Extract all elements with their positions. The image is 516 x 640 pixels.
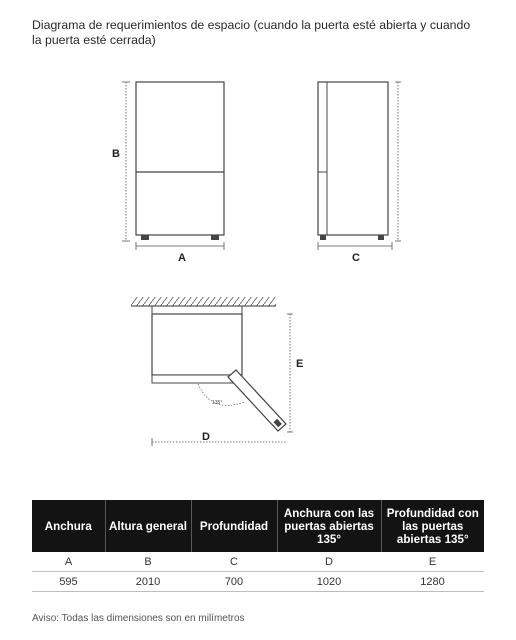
header-depth-open: Profundidad con las puertas abiertas 135° (381, 500, 484, 552)
fridge-front-view (122, 82, 224, 250)
table-cell: B (105, 552, 191, 572)
label-height: B (112, 148, 120, 160)
header-width-open: Anchura con las puertas abiertas 135° (277, 500, 381, 552)
table-header-row (32, 500, 484, 552)
table-cell: 700 (191, 572, 277, 592)
table-cell: 2010 (105, 572, 191, 592)
table-cell: D (277, 552, 381, 572)
label-width: A (178, 252, 186, 264)
dimensions-note: Aviso: Todas las dimensiones son en milímetros (32, 613, 245, 624)
label-depth: C (352, 252, 360, 264)
page-title: Diagrama de requerimientos de espacio (cuando la puerta esté abierta y cuando la puerta esté cerrada) (32, 18, 471, 47)
label-angle: 135° (212, 400, 223, 406)
table-cell: 595 (32, 572, 105, 592)
header-height: Altura general (105, 500, 191, 552)
table-cell: 1020 (277, 572, 381, 592)
table-row (32, 572, 484, 592)
dimensions-table (32, 500, 484, 592)
table-cell: A (32, 552, 105, 572)
table-cell: 1280 (381, 572, 484, 592)
table-row (32, 552, 484, 572)
label-depth-open: D (202, 431, 210, 443)
fridge-side-view (318, 82, 401, 250)
table-cell: E (381, 552, 484, 572)
fridge-top-view (131, 297, 293, 446)
table-cell: C (191, 552, 277, 572)
label-width-open: E (296, 358, 304, 370)
header-depth: Profundidad (191, 500, 277, 552)
header-width: Anchura (32, 500, 105, 552)
